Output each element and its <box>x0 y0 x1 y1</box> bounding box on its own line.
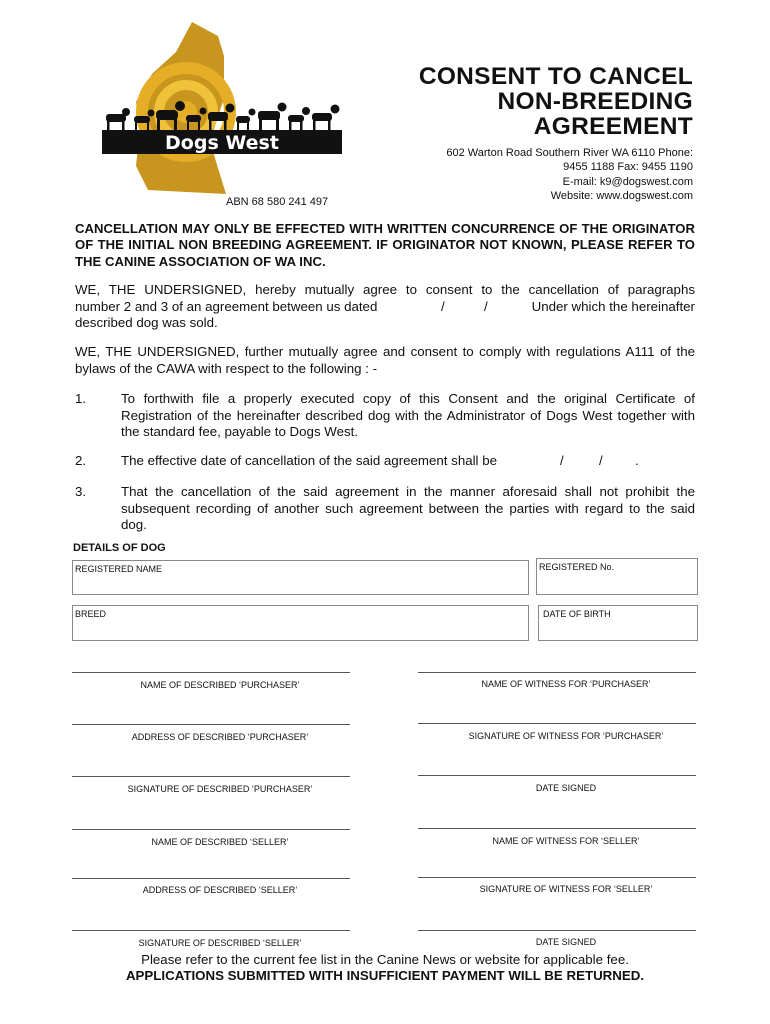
date-of-birth-field[interactable] <box>538 605 698 641</box>
seller-address-line[interactable] <box>72 878 350 879</box>
paragraph-line: Under which the hereinafter <box>531 298 695 314</box>
seller-name-line[interactable] <box>72 829 350 830</box>
field-label: BREED <box>75 609 107 619</box>
paragraph-line: number 2 and 3 of an agreement between us dated <box>75 298 378 314</box>
date-slash: / <box>599 453 603 468</box>
cancellation-notice: CANCELLATION MAY ONLY BE EFFECTED WITH WRITTEN CONCURRENCE OF THE ORIGINATOR OF THE INITIAL NON BREEDING AGREEMENT. IF ORIGINATOR NOT KNOWN, PLEASE REFER TO THE CANINE ASSOCIATION OF WA INC. <box>75 221 695 269</box>
signature-label: NAME OF WITNESS FOR ‘SELLER’ <box>492 836 640 846</box>
title-line: CONSENT TO CANCEL <box>418 63 693 90</box>
registered-name-field[interactable] <box>72 560 529 595</box>
purchaser-address-line[interactable] <box>72 724 350 725</box>
item-number: 3. <box>75 484 87 499</box>
consent-paragraph <box>75 282 695 332</box>
signature-label: NAME OF WITNESS FOR ‘PURCHASER’ <box>481 679 651 689</box>
signature-label: SIGNATURE OF WITNESS FOR ‘PURCHASER’ <box>468 731 664 741</box>
fee-notice: Please refer to the current fee list in the Canine News or website for applicable fee. <box>141 952 629 967</box>
date-slash: / <box>560 453 564 468</box>
item-number: 1. <box>75 391 87 406</box>
purchaser-name-line[interactable] <box>72 672 350 673</box>
title-line: NON-BREEDING <box>497 88 693 115</box>
website-line: Website: www.dogswest.com <box>550 189 693 202</box>
signature-label: ADDRESS OF DESCRIBED ‘PURCHASER’ <box>131 732 309 742</box>
item-text: That the cancellation of the said agreement in the manner aforesaid shall not prohibit the subsequent recording of another such agreement between the parties with regard to the said dog. <box>121 484 695 533</box>
address-line: 602 Warton Road Southern River WA 6110 Phone: <box>446 147 693 159</box>
purchaser-date-line[interactable] <box>418 775 696 776</box>
signature-label: ADDRESS OF DESCRIBED ‘SELLER’ <box>142 885 298 895</box>
details-heading: DETAILS OF DOG <box>73 542 166 554</box>
breed-field[interactable] <box>72 605 529 641</box>
item-number: 2. <box>75 453 87 468</box>
signature-label: DATE SIGNED <box>535 937 597 947</box>
registered-number-field[interactable] <box>536 558 698 595</box>
dogs-west-logo <box>100 22 345 194</box>
field-label: DATE OF BIRTH <box>543 609 611 619</box>
paragraph-line: described dog was sold. <box>75 315 218 331</box>
signature-label: DATE SIGNED <box>535 783 597 793</box>
signature-label: SIGNATURE OF WITNESS FOR ‘SELLER’ <box>479 884 653 894</box>
seller-witness-signature-line[interactable] <box>418 877 696 878</box>
abn-number: ABN 68 580 241 497 <box>226 196 329 208</box>
seller-date-line[interactable] <box>418 930 696 931</box>
field-label: REGISTERED NAME <box>75 564 163 574</box>
form-title <box>363 64 693 139</box>
item-text: The effective date of cancellation of the said agreement shall be <box>121 453 498 468</box>
date-slash: / <box>484 298 488 314</box>
signature-label: NAME OF DESCRIBED ‘SELLER’ <box>151 837 289 847</box>
date-slash: / <box>441 298 445 314</box>
date-period: . <box>635 453 639 468</box>
purchaser-witness-name-line[interactable] <box>418 672 696 673</box>
phone-line: 9455 1188 Fax: 9455 1190 <box>563 161 693 174</box>
seller-signature-line[interactable] <box>72 930 350 931</box>
seller-witness-name-line[interactable] <box>418 828 696 829</box>
signature-label: NAME OF DESCRIBED ‘PURCHASER’ <box>140 680 300 690</box>
signature-label: SIGNATURE OF DESCRIBED ‘PURCHASER’ <box>127 784 313 794</box>
contact-details <box>373 146 693 203</box>
title-line: AGREEMENT <box>533 113 693 140</box>
signature-label: SIGNATURE OF DESCRIBED ‘SELLER’ <box>138 938 302 948</box>
paragraph-line: WE, THE UNDERSIGNED, hereby mutually agree to consent to the cancellation of paragraphs <box>75 282 695 297</box>
email-line: E-mail: k9@dogswest.com <box>562 175 693 188</box>
field-label: REGISTERED No. <box>539 562 615 572</box>
payment-warning: APPLICATIONS SUBMITTED WITH INSUFFICIENT PAYMENT WILL BE RETURNED. <box>125 968 645 983</box>
logo-text: Dogs West <box>165 132 279 154</box>
compliance-paragraph: WE, THE UNDERSIGNED, further mutually agree and consent to comply with regulations A111 of the bylaws of the CAWA with respect to the following : - <box>75 344 695 376</box>
purchaser-signature-line[interactable] <box>72 776 350 777</box>
purchaser-witness-signature-line[interactable] <box>418 723 696 724</box>
item-text: To forthwith file a properly executed copy of this Consent and the original Certificate of Registration of the hereinafter described dog with the Administrator of Dogs West together with the standard fee, payable to Dogs West. <box>121 391 695 440</box>
